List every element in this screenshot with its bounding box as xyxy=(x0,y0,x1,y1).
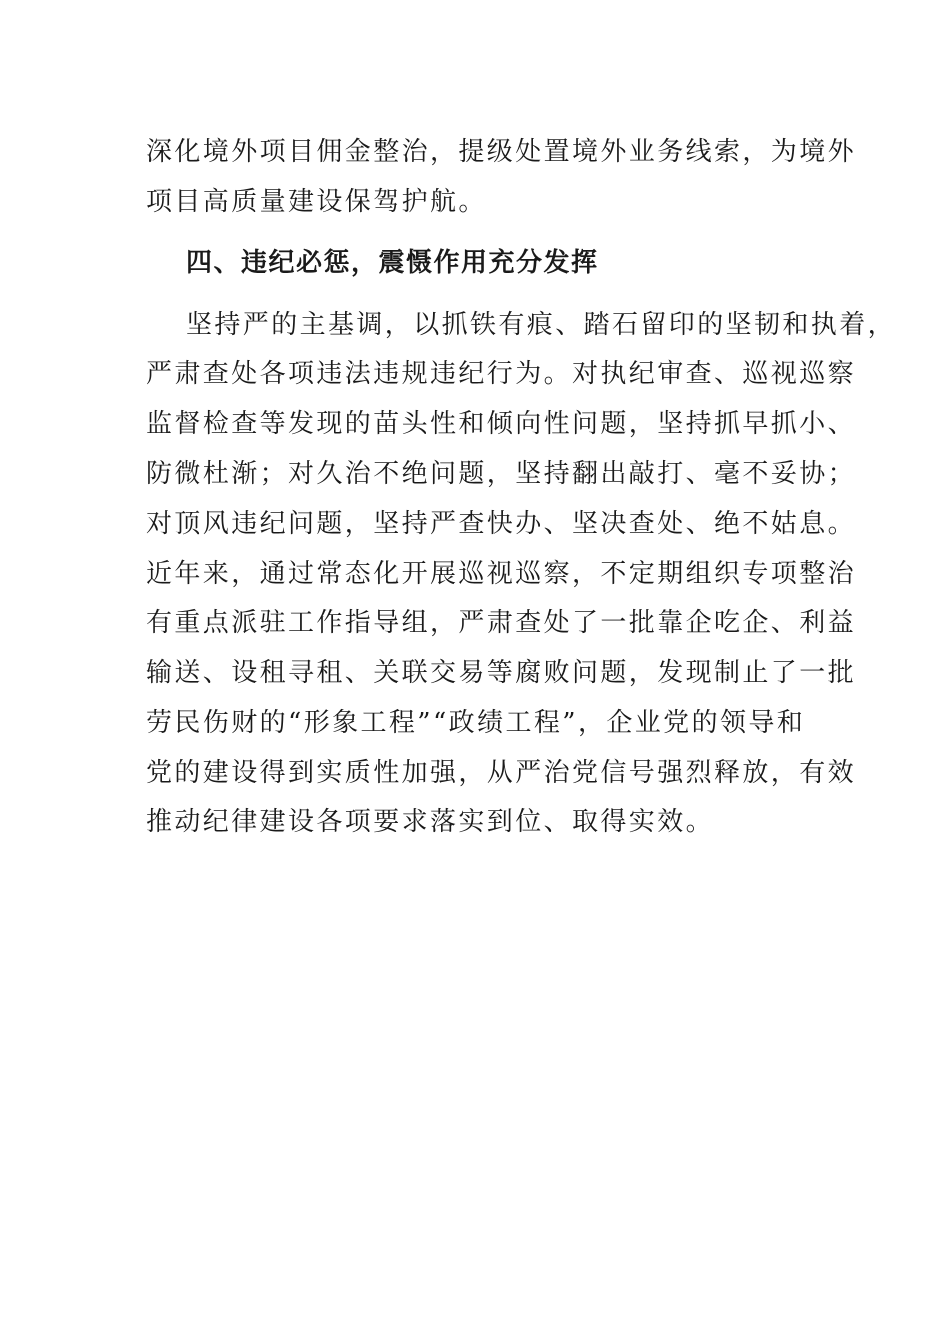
paragraph-line-9: 劳民伤财的“形象工程”“政绩工程”，企业党的领导和 xyxy=(146,708,806,738)
paragraph-line-5: 对顶风违纪问题，坚持严查快办、坚决查处、绝不姑息。 xyxy=(146,509,857,539)
paragraph-line-3: 监督检查等发现的苗头性和倾向性问题，坚持抓早抓小、 xyxy=(146,409,857,439)
paragraph-line-4: 防微杜渐；对久治不绝问题，坚持翻出敲打、毫不妥协； xyxy=(146,459,857,489)
paragraph-line-10: 党的建设得到实质性加强，从严治党信号强烈释放，有效 xyxy=(146,758,857,788)
paragraph-line-7: 有重点派驻工作指导组，严肃查处了一批靠企吃企、利益 xyxy=(146,608,857,638)
continuation-line-2: 项目高质量建设保驾护航。 xyxy=(146,187,487,217)
paragraph-line-11: 推动纪律建设各项要求落实到位、取得实效。 xyxy=(146,807,715,837)
paragraph-line-2: 严肃查处各项违法违规违纪行为。对执纪审查、巡视巡察 xyxy=(146,359,857,389)
section-heading: 四、违纪必惩，震慑作用充分发挥 xyxy=(186,248,599,278)
continuation-line-1: 深化境外项目佣金整治，提级处置境外业务线索，为境外 xyxy=(146,137,857,167)
paragraph-line-1: 坚持严的主基调，以抓铁有痕、踏石留印的坚韧和执着， xyxy=(186,310,897,340)
paragraph-line-8: 输送、设租寻租、关联交易等腐败问题，发现制止了一批 xyxy=(146,658,857,688)
paragraph-line-6: 近年来，通过常态化开展巡视巡察，不定期组织专项整治 xyxy=(146,559,857,589)
